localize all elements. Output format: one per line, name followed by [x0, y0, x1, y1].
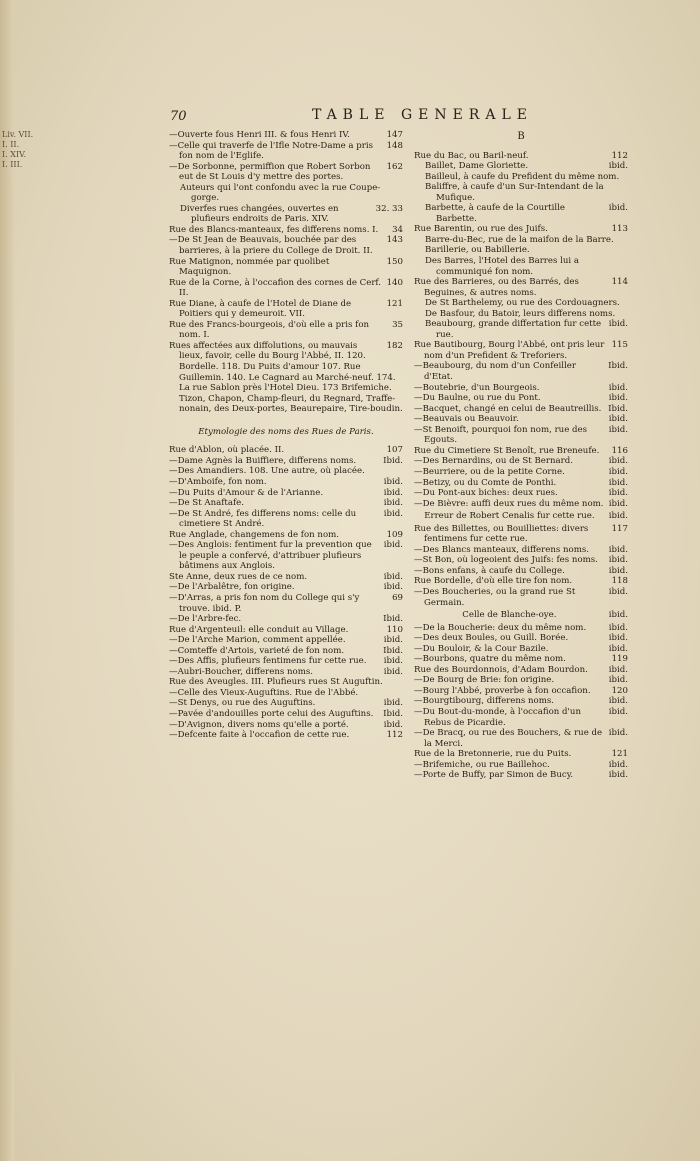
entry-text: —Bacquet, changé en celui de Beautreillis.	[414, 403, 602, 414]
index-entry	[414, 182, 628, 203]
entry-text: —Du Bout-du-monde, à l'occafion d'un Rebus de Picardie.	[414, 706, 581, 728]
index-entry	[414, 707, 628, 728]
page-reference: ibid.	[608, 610, 628, 621]
index-entry	[414, 633, 628, 644]
page-reference: ibid.	[608, 675, 628, 686]
index-entry	[414, 623, 628, 634]
page-reference: ibid.	[608, 393, 628, 404]
entry-text: Rue Barentin, ou rue des Juifs.	[414, 224, 548, 235]
index-entry	[169, 509, 403, 530]
index-entry	[169, 141, 403, 162]
index-entry	[414, 499, 628, 510]
page-reference: 107	[386, 445, 403, 456]
entry-text: —Du Baulne, ou rue du Pont.	[414, 393, 541, 404]
page-reference: ibid.	[608, 633, 628, 644]
page-reference: 32. 33	[375, 203, 403, 214]
margin-note: I. III.	[2, 160, 23, 169]
entry-text: —Beaubourg, du nom d'un Confeiller d'Etat.	[414, 361, 576, 383]
index-entry	[414, 665, 628, 676]
index-entry	[414, 566, 628, 577]
page-reference: ibid.	[608, 203, 628, 214]
entry-text: Des Barres, l'Hotel des Barres lui a communiqué fon nom.	[425, 256, 580, 277]
index-entry	[169, 130, 403, 141]
index-entry	[169, 720, 403, 731]
page-reference: ibid.	[608, 759, 628, 770]
entry-text: —Des Affis, plufieurs fentimens fur cette rue.	[169, 656, 367, 667]
index-entry	[414, 361, 628, 382]
page-reference: ibid.	[383, 571, 403, 582]
margin-note: Liv. VII.	[2, 130, 34, 139]
page-reference: ibid.	[383, 540, 403, 551]
entry-text: —Des Blancs manteaux, differens noms.	[414, 544, 590, 555]
page-reference: ibid.	[608, 586, 628, 597]
entry-text: Rue d'Argenteuil: elle conduit au Village.	[169, 624, 349, 635]
index-entry	[414, 446, 628, 457]
entry-text: —Des Anglois: fentiment fur la prevention que le peuple a confervé, d'attribuer plufieurs bâtimens aux Anglois.	[169, 540, 372, 572]
page-reference: ibid.	[608, 511, 628, 522]
index-entry	[414, 393, 628, 404]
index-entry	[169, 204, 403, 225]
index-entry	[169, 582, 403, 593]
entry-text: —Du Bouloir, & la Cour Bazile.	[414, 643, 549, 654]
index-entry	[414, 686, 628, 697]
index-entry	[414, 770, 628, 781]
page-reference: Ibid.	[383, 614, 403, 625]
index-entry	[169, 677, 403, 688]
index-entry	[169, 667, 403, 678]
page-reference: ibid.	[608, 643, 628, 654]
entry-text: —Aubri-Boucher, differens noms.	[169, 666, 313, 677]
entry-text: Rues affectées aux diffolutions, ou mauvais lieux, favoir, celle du Bourg l'Abbé, II. 120. Bordelle. 118. Du Puits d'amour 107. Rue Guillemin. 140. Le Cagnard au Marché-neuf. 174. La rue Sablon près l'Hotel Dieu. 173 Brifemiche. Tizon, Chapon, Champ-fleuri, du Regnard, Traffe-nonain, des Deux-portes, Beaurepaire, Tire-boudin.	[169, 340, 403, 415]
page-reference: 162	[386, 161, 403, 172]
entry-text: —Beauvais ou Beauvoir.	[414, 414, 519, 425]
entry-text: —D'Arras, a pris fon nom du College qui s'y trouve. ibid. P.	[169, 592, 360, 614]
entry-text: Rue Bordelle, d'où elle tire fon nom.	[414, 576, 573, 587]
entry-text: —Celle qui traverfe de l'Ifle Notre-Dame a pris fon nom de l'Eglife.	[169, 140, 374, 162]
index-entry	[414, 488, 628, 499]
page-reference: 35	[392, 319, 403, 330]
entry-text: —D'Amboife, fon nom.	[169, 476, 267, 487]
entry-text: Rue des Blancs-manteaux, fes differens noms. I.	[169, 224, 379, 235]
index-entry	[169, 183, 403, 204]
page-reference: ibid.	[383, 582, 403, 593]
entry-text: Rue des Barrieres, ou des Barrés, des Beguines, & autres noms.	[414, 277, 579, 298]
index-entry	[169, 730, 403, 741]
index-entry	[414, 404, 628, 415]
page-reference: Ibid.	[383, 708, 403, 719]
page-reference: ibid.	[608, 565, 628, 576]
entry-text: —Betizy, ou du Comte de Ponthi.	[414, 477, 557, 488]
running-title: TABLE GENERALE	[312, 107, 533, 123]
index-entry	[169, 614, 403, 625]
index-entry	[414, 675, 628, 686]
entry-text: Rue Matignon, nommée par quolibet Maquignon.	[169, 256, 330, 278]
index-entry	[414, 172, 628, 183]
page-reference: ibid.	[608, 456, 628, 467]
index-entry	[169, 572, 403, 583]
entry-text: —De Bracq, ou rue des Bouchers, & rue de la Merci.	[414, 728, 603, 749]
page-reference: ibid.	[383, 719, 403, 730]
index-entry	[414, 383, 628, 394]
index-entry	[414, 456, 628, 467]
index-entry	[414, 576, 628, 587]
margin-notes	[2, 130, 46, 170]
page-number: 70	[170, 109, 187, 124]
entry-text: —Des Bernardins, ou de St Bernard.	[414, 456, 573, 467]
page-reference: ibid.	[608, 696, 628, 707]
index-entry	[414, 654, 628, 665]
entry-text: —De Bourg de Brie: fon origine.	[414, 675, 555, 686]
entry-text: Rue de la Bretonnerie, rue du Puits.	[414, 749, 572, 760]
page-reference: Ibid.	[383, 455, 403, 466]
page-reference: ibid.	[608, 728, 628, 739]
entry-text: —Bourbons, quatre du même nom.	[414, 654, 566, 665]
entry-text: Rue des Bourdonnois, d'Adam Bourdon.	[414, 664, 588, 675]
entry-text: —De l'Arche Marion, comment appellée.	[169, 635, 346, 646]
entry-text: —St Denys, ou rue des Auguftins.	[169, 698, 316, 709]
entry-text: Rue Bautibourg, Bourg l'Abbé, ont pris leur nom d'un Prefident & Treforiers.	[414, 340, 605, 361]
entry-text: —Bourgtibourg, differens noms.	[414, 696, 555, 707]
index-entry	[414, 224, 628, 235]
index-entry	[414, 309, 628, 320]
entry-text: Ste Anne, deux rues de ce nom.	[169, 571, 308, 582]
index-entry	[169, 593, 403, 614]
page-reference: Ibid.	[608, 361, 628, 372]
entry-text: —Des Boucheries, ou la grand rue St Germain.	[414, 586, 576, 608]
entry-text: Barbette, à caufe de la Courtille Barbette.	[425, 203, 566, 224]
page-reference: 114	[611, 277, 628, 288]
index-entry	[169, 688, 403, 699]
page-reference: 109	[386, 529, 403, 540]
index-entry	[169, 257, 403, 278]
index-entry	[169, 445, 403, 456]
index-entry	[414, 151, 628, 162]
entry-text: Rue des Aveugles. III. Plufieurs rues St Auguftin.	[169, 677, 383, 688]
entry-text: —De la Boucherie: deux du même nom.	[414, 622, 587, 633]
entry-text: —De St Anaftafe.	[169, 498, 244, 509]
entry-text: —Celle des Vieux-Auguftins. Rue de l'Abbé.	[169, 687, 359, 698]
index-entry	[414, 340, 628, 361]
page-reference: 112	[611, 150, 628, 161]
entry-text: Auteurs qui l'ont confondu avec la rue Coupe-gorge.	[180, 182, 381, 204]
entry-text: —De Bièvre: auffi deux rues du même nom.	[414, 498, 604, 509]
entry-text: Rue des Billettes, ou Bouilliettes: divers fentimens fur cette rue.	[414, 523, 589, 545]
entry-text: Rue de la Corne, à l'occafion des cornes de Cerf. II.	[169, 277, 382, 299]
page-reference: ibid.	[608, 498, 628, 509]
entry-text: —Boutebrie, d'un Bourgeois.	[414, 382, 540, 393]
entry-text: Beaubourg, grande differtation fur cette rue.	[425, 319, 602, 340]
index-entry	[414, 161, 628, 172]
section-letter: B	[517, 131, 525, 142]
page-reference: 34	[392, 224, 403, 235]
entry-text: —St Bon, où logeoient des Juifs: fes noms.	[414, 555, 598, 566]
entry-text: Baliffre, à caufe d'un Sur-Intendant de la Mufique.	[425, 182, 604, 203]
index-entry	[414, 467, 628, 478]
entry-text: Diverfes rues changées, ouvertes en plufieurs endroits de Paris. XIV.	[180, 203, 339, 225]
page-reference: 118	[611, 576, 628, 587]
entry-text: Erreur de Robert Cenalis fur cette rue.	[424, 511, 595, 522]
index-entry	[414, 256, 628, 277]
entry-text: Baillet, Dame Gloriette.	[425, 161, 529, 172]
page-reference: ibid.	[608, 319, 628, 330]
index-entry	[414, 587, 628, 608]
page-reference: 119	[611, 654, 628, 665]
entry-text: —Des Amandiers. 108. Une autre, où placée.	[169, 466, 365, 477]
entry-text: —Comteffe d'Artois, varieté de fon nom.	[169, 645, 345, 656]
page-reference: ibid.	[383, 656, 403, 667]
page-reference: 116	[611, 445, 628, 456]
index-entry	[169, 235, 403, 256]
margin-note: I. II.	[2, 140, 20, 149]
index-entry	[169, 341, 403, 415]
entry-text: Barre-du-Bec, rue de la maifon de la Barre.	[425, 234, 614, 245]
index-entry	[414, 425, 628, 446]
page-reference: ibid.	[608, 466, 628, 477]
page-reference: ibid.	[608, 706, 628, 717]
entry-text: Rue du Cimetiere St Benoît, rue Breneufe.	[414, 445, 600, 456]
index-entry	[414, 524, 628, 545]
index-entry	[169, 225, 403, 236]
page-reference: 143	[386, 235, 403, 246]
page-reference: ibid.	[608, 424, 628, 435]
entry-text: —Defcente faite à l'occafion de cette rue.	[169, 730, 350, 741]
entry-text: Rue Anglade, changemens de fon nom.	[169, 529, 340, 540]
index-entry	[414, 277, 628, 298]
page-reference: ibid.	[608, 161, 628, 172]
entry-text: De Basfour, du Batoir, leurs differens noms.	[425, 308, 616, 319]
page-edge	[0, 0, 14, 1161]
index-entry	[169, 625, 403, 636]
section-heading: Etymologie des noms des Rues de Paris.	[198, 426, 374, 437]
right-index-column	[414, 130, 628, 781]
entry-text: —De St Jean de Beauvais, bouchée par des barrieres, à la priere du College de Droit. II.	[169, 235, 373, 257]
entry-text: —Ouverte fous Henri III. & fous Henri IV.	[169, 130, 350, 140]
entry-text: —Pavée d'andouilles porte celui des Auguftins.	[169, 708, 374, 719]
page-reference: 150	[386, 256, 403, 267]
page-reference: 121	[611, 749, 628, 760]
entry-text: Bailleul, à caufe du Prefident du même nom.	[425, 171, 620, 182]
index-entry	[414, 245, 628, 256]
entry-text: Rue d'Ablon, où placée. II.	[169, 445, 285, 456]
page-reference: ibid.	[383, 508, 403, 519]
page-reference: 140	[386, 277, 403, 288]
page-reference: ibid.	[383, 476, 403, 487]
index-entry	[414, 728, 628, 749]
entry-text: —De l'Arbalêtre, fon origine.	[169, 582, 295, 593]
page-reference: 113	[611, 224, 628, 235]
entry-text: Celle de Blanche-oye.	[462, 610, 557, 621]
page-reference: ibid.	[608, 544, 628, 555]
page-reference: ibid.	[608, 622, 628, 633]
entry-text: —Des deux Boules, ou Guill. Borée.	[414, 633, 569, 644]
index-entry	[169, 466, 403, 477]
page-reference: ibid.	[383, 498, 403, 509]
entry-text: De St Barthelemy, ou rue des Cordouagners.	[425, 298, 620, 309]
index-subentry	[414, 511, 628, 522]
page-reference: ibid.	[608, 488, 628, 499]
entry-text: Rue des Francs-bourgeois, d'où elle a pris fon nom. I.	[169, 319, 370, 341]
index-entry	[169, 498, 403, 509]
index-entry	[414, 696, 628, 707]
index-entry	[169, 456, 403, 467]
index-entry	[169, 656, 403, 667]
entry-text: Rue Diane, à caufe de l'Hotel de Diane de Poitiers qui y demeuroit. VII.	[169, 298, 352, 320]
index-entry	[169, 646, 403, 657]
margin-note: I. XIV.	[2, 150, 27, 159]
page-reference: 117	[611, 523, 628, 534]
entry-text: —St Benoift, pourquoi fon nom, rue des Egouts.	[414, 424, 588, 446]
entry-text: —Dame Agnès la Buiffiere, differens noms.	[169, 455, 357, 466]
index-entry	[414, 478, 628, 489]
page-reference: 147	[386, 130, 403, 140]
page-reference: ibid.	[608, 477, 628, 488]
page-reference: 69	[392, 592, 403, 603]
index-subentry	[414, 610, 628, 621]
page-reference: ibid.	[608, 664, 628, 675]
page-reference: ibid.	[608, 555, 628, 566]
index-entry	[414, 235, 628, 246]
page-reference: 112	[386, 730, 403, 741]
entry-text: —De Sorbonne, permiffion que Robert Sorbon eut de St Louis d'y mettre des portes.	[169, 161, 371, 183]
index-entry	[414, 298, 628, 309]
entry-text: Rue du Bac, ou Baril-neuf.	[414, 150, 529, 161]
index-entry	[169, 530, 403, 541]
index-entry	[414, 545, 628, 556]
page-reference: ibid.	[383, 666, 403, 677]
index-entry	[169, 635, 403, 646]
page-reference: 110	[386, 624, 403, 635]
index-entry	[414, 760, 628, 771]
index-entry	[169, 162, 403, 183]
index-entry	[169, 540, 403, 572]
entry-text: —Du Puits d'Amour & de l'Arianne.	[169, 487, 324, 498]
entry-text: —De l'Arbre-fec.	[169, 614, 242, 625]
index-entry	[414, 414, 628, 425]
index-entry	[414, 319, 628, 340]
entry-text: —Brifemiche, ou rue Baillehoc.	[414, 759, 550, 770]
index-entry	[414, 555, 628, 566]
page-reference: ibid.	[608, 414, 628, 425]
page-reference: 148	[386, 140, 403, 151]
page-reference: ibid.	[383, 635, 403, 646]
page-reference: ibid.	[383, 698, 403, 709]
entry-text: —De St André, fes differens noms: celle du cimetiere St André.	[169, 508, 357, 530]
page-reference: Ibid.	[608, 403, 628, 414]
index-entry	[169, 278, 403, 299]
entry-text: —Du Pont-aux biches: deux rues.	[414, 488, 558, 499]
index-entry	[169, 299, 403, 320]
page-reference: 115	[611, 340, 628, 351]
entry-text: —Bons enfans, à caufe du College.	[414, 565, 565, 576]
entry-text: Barillerie, ou Babillerie.	[425, 245, 530, 256]
entry-text: —Porte de Buffy, par Simon de Bucy.	[414, 770, 574, 781]
page-reference: ibid.	[608, 382, 628, 393]
index-entry	[169, 488, 403, 499]
page-reference: Ibid.	[383, 645, 403, 656]
page-reference: 121	[386, 298, 403, 309]
page-reference: 120	[611, 685, 628, 696]
page-reference: 182	[386, 340, 403, 351]
index-entry	[169, 320, 403, 341]
entry-text: —Beurriere, ou de la petite Corne.	[414, 466, 565, 477]
entry-text: —Bourg l'Abbé, proverbe à fon occafion.	[414, 685, 591, 696]
index-entry	[414, 203, 628, 224]
index-entry	[414, 644, 628, 655]
index-entry	[414, 749, 628, 760]
left-index-column	[169, 130, 403, 741]
index-entry	[169, 477, 403, 488]
entry-text: —D'Avignon, divers noms qu'elle a porté.	[169, 719, 349, 730]
index-entry	[169, 698, 403, 709]
page-reference: ibid.	[383, 487, 403, 498]
index-entry	[169, 709, 403, 720]
page-reference: ibid.	[608, 770, 628, 781]
